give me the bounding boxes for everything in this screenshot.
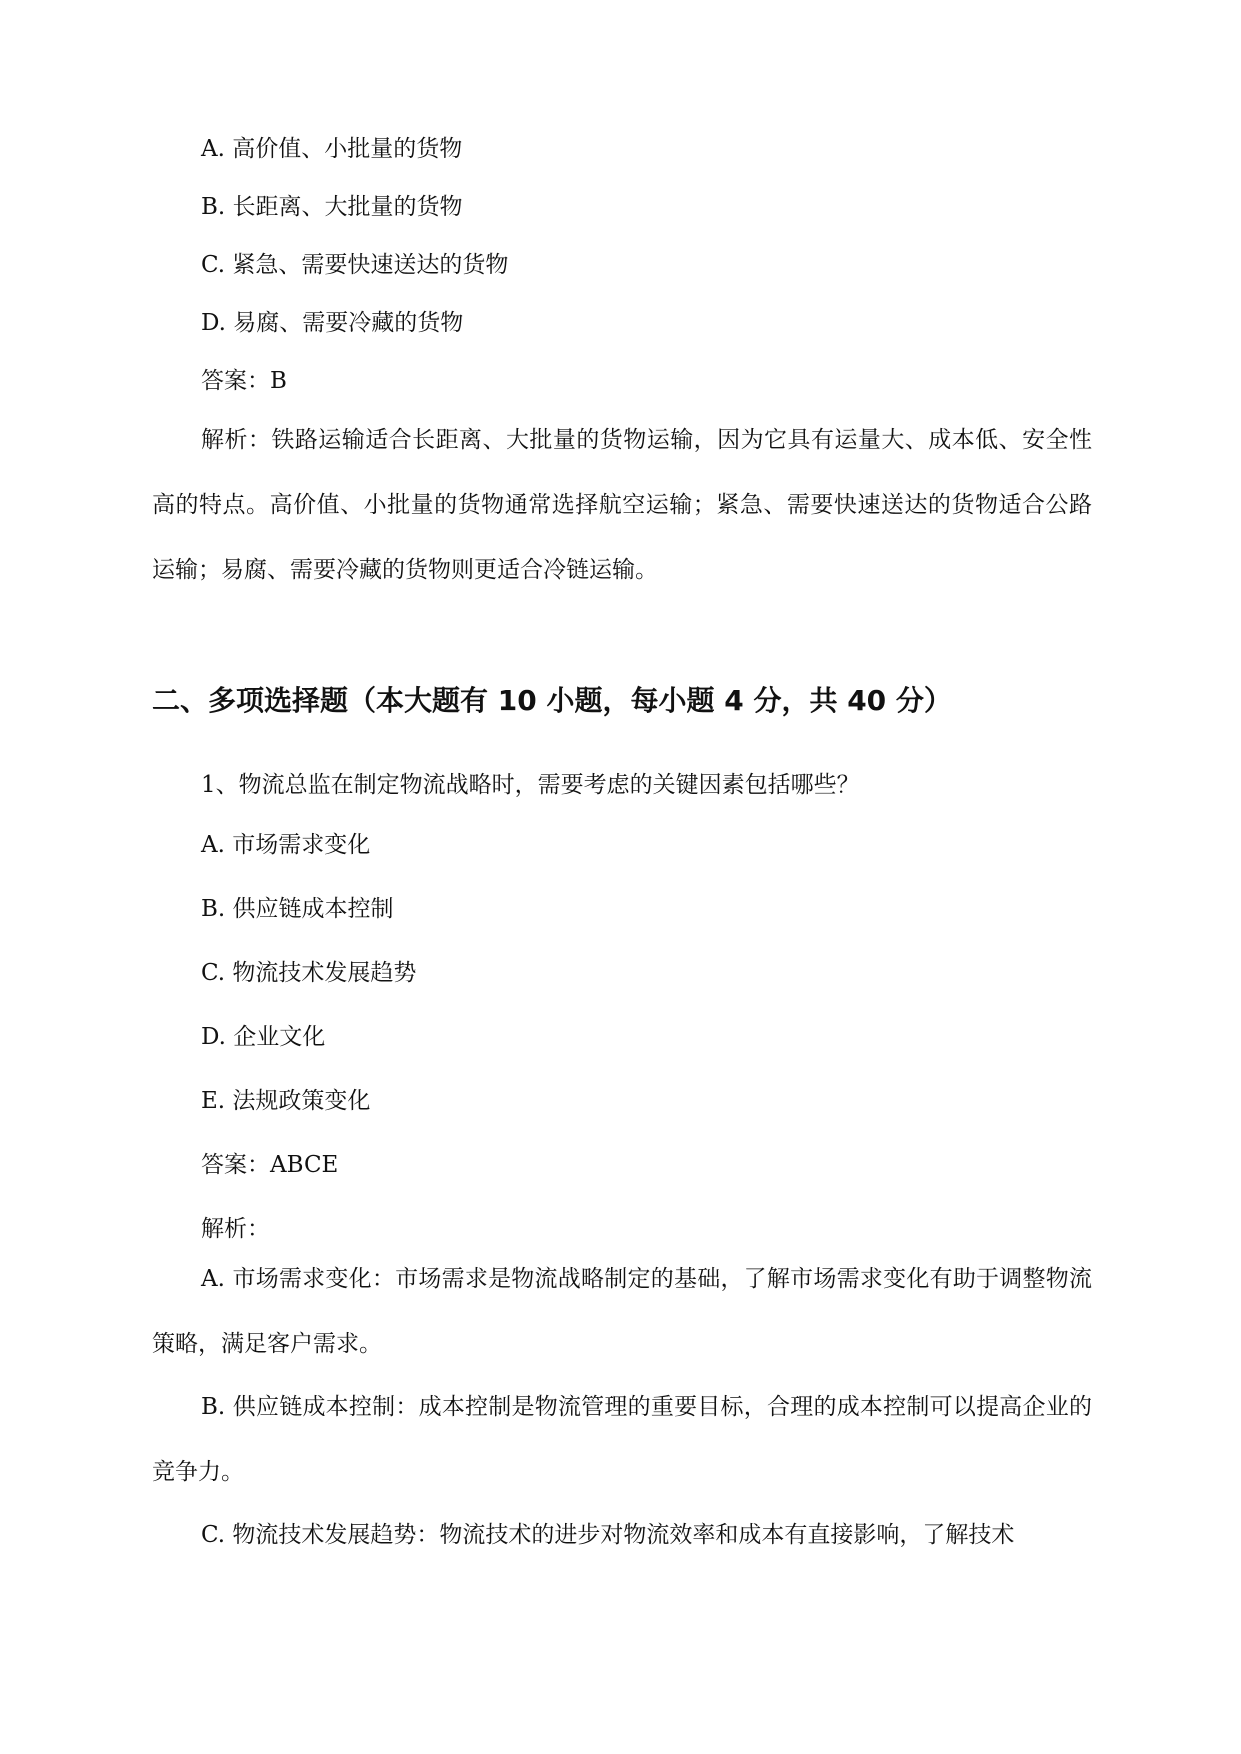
q1-option-d: D. 企业文化 bbox=[201, 1024, 326, 1050]
q1-stem: 1、物流总监在制定物流战略时，需要考虑的关键因素包括哪些？ bbox=[201, 772, 860, 798]
q1-explanation-c: C. 物流技术发展趋势：物流技术的进步对物流效率和成本有直接影响，了解技术 bbox=[201, 1522, 1015, 1548]
q1-option-e: E. 法规政策变化 bbox=[201, 1088, 371, 1114]
q1-explanation-b: B. 供应链成本控制：成本控制是物流管理的重要目标，合理的成本控制可以提高企业的竞争力。 bbox=[152, 1394, 1092, 1485]
prev-explanation: 解析：铁路运输适合长距离、大批量的货物运输，因为它具有运量大、成本低、安全性高的特点。高价值、小批量的货物通常选择航空运输；紧急、需要快速送达的货物适合公路运输；易腐、需要冷藏的货物则更适合冷链运输。 bbox=[152, 427, 1092, 583]
prev-option-c: C. 紧急、需要快速送达的货物 bbox=[201, 252, 509, 278]
q1-option-a: A. 市场需求变化 bbox=[201, 832, 371, 858]
q1-explanation-a: A. 市场需求变化：市场需求是物流战略制定的基础，了解市场需求变化有助于调整物流策略，满足客户需求。 bbox=[152, 1266, 1092, 1357]
q1-option-c: C. 物流技术发展趋势 bbox=[201, 960, 417, 986]
q1-option-b: B. 供应链成本控制 bbox=[201, 896, 394, 922]
prev-answer: 答案：B bbox=[201, 368, 287, 394]
prev-option-b: B. 长距离、大批量的货物 bbox=[201, 194, 463, 220]
prev-option-d: D. 易腐、需要冷藏的货物 bbox=[201, 310, 464, 336]
q1-answer: 答案：ABCE bbox=[201, 1152, 339, 1178]
q1-explanation-label: 解析： bbox=[201, 1216, 270, 1242]
section-title-multiple-choice: 二、多项选择题（本大题有 10 小题，每小题 4 分，共 40 分） bbox=[152, 684, 952, 717]
prev-option-a: A. 高价值、小批量的货物 bbox=[201, 136, 463, 162]
